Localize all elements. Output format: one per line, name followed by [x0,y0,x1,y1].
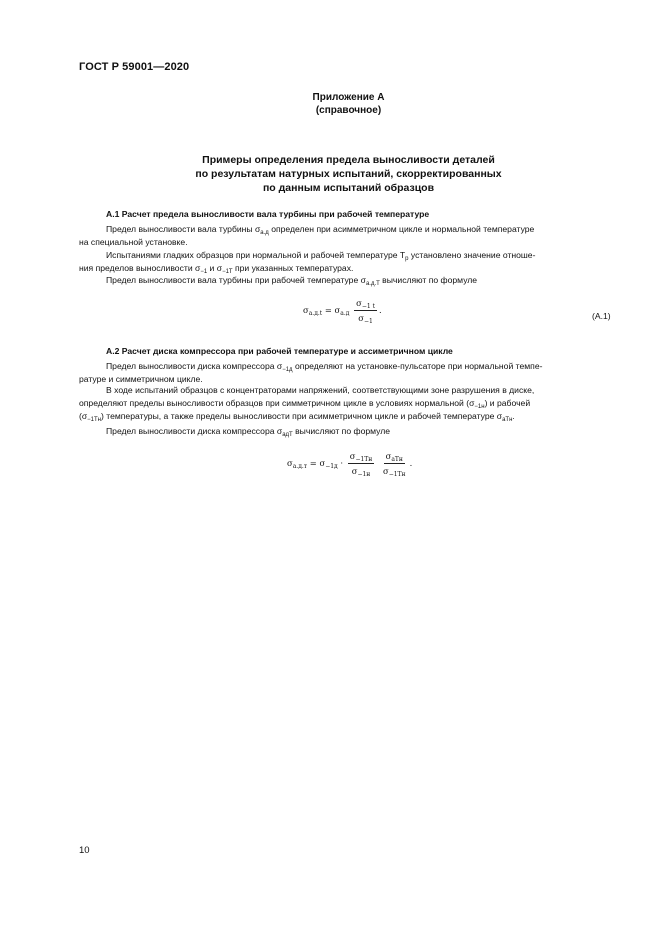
standard-number: ГОСТ Р 59001—2020 [79,61,190,73]
section-a1-paragraph-3: Предел выносливости вала турбины при рабочей температуре $\sigma_{а.д.T}$ вычисляют по формуле [106,275,478,287]
section-a1-paragraph-1: Предел выносливости вала турбины $\sigma_{а.д}$ определен при асимметричном цикле и нормальной температуре на специальной установке. [79,224,535,247]
formula-a2-fraction-1: $\frac{\sigma_{-1Tн}}{\sigma_{-1н}}$ [349,451,373,478]
formula-a2-fraction-2: $\frac{\sigma_{аTн}}{\sigma_{-1Tн}}$ [382,451,406,478]
title-line-1: Примеры определения предела выносливости деталей [202,154,495,166]
section-a2-paragraph-3: Предел выносливости диска компрессора $\sigma_{адT}$ вычисляют по формуле [106,426,391,438]
formula-a2: $\sigma_{а.д.т} = \sigma_{-1д}$ · $\frac{\sigma_{-1Tн}}{\sigma_{-1н}}$ $\frac{\sigma_{аTн}}{\sigma_{-1Tн}}$ . [287,451,413,478]
formula-a1-fraction: $\frac{\sigma_{-1 t}}{\sigma_{-1}}$ [356,298,376,325]
page-number: 10 [79,845,90,856]
title-line-3: по данным испытаний образцов [262,182,435,194]
appendix-label: Приложение А [312,92,385,103]
section-a1-paragraph-2: Испытаниями гладких образцов при нормальной и рабочей температуре $T_р$ установлено значение отноше- ния пределов выносливости $\sigma_{-1}$ и $\sigma_{-1T}$ при указанных температурах. [79,250,536,275]
formula-a1-number: (А.1) [592,311,611,321]
page-title [0,153,661,195]
section-a2-heading: А.2 Расчет диска компрессора при рабочей температуре и ассиметричном цикле [106,346,453,356]
section-a1-heading: А.1 Расчет предела выносливости вала турбины при рабочей температуре [106,209,430,219]
formula-a1: $\sigma_{а.д.t} = \sigma_{а.д}$ $\frac{\sigma_{-1 t}}{\sigma_{-1}}$ . [303,298,382,325]
section-a2-paragraph-1: Предел выносливости диска компрессора $\sigma_{-1д}$ определяют на установке-пульсаторе при нормальной темпе- ратуре и симметричном цикле. [79,361,543,384]
appendix-note: (справочное) [315,105,382,116]
section-a2-paragraph-2: В ходе испытаний образцов с концентраторами напряжений, соответствующими зоне разрушения в диске, определяют пределы выносливости образцов при симметричном цикле в условиях нормальной $(\sigma_{-1н})$ и рабочей $(\sigma_{-1Tн})$ температуры, а также пределы выносливости при асимметричном цикле и рабочей температуре $\sigma_{аTн}$. [79,385,535,423]
title-line-2: по результатам натурных испытаний, скорректированных [195,168,502,180]
appendix-heading [0,91,661,117]
